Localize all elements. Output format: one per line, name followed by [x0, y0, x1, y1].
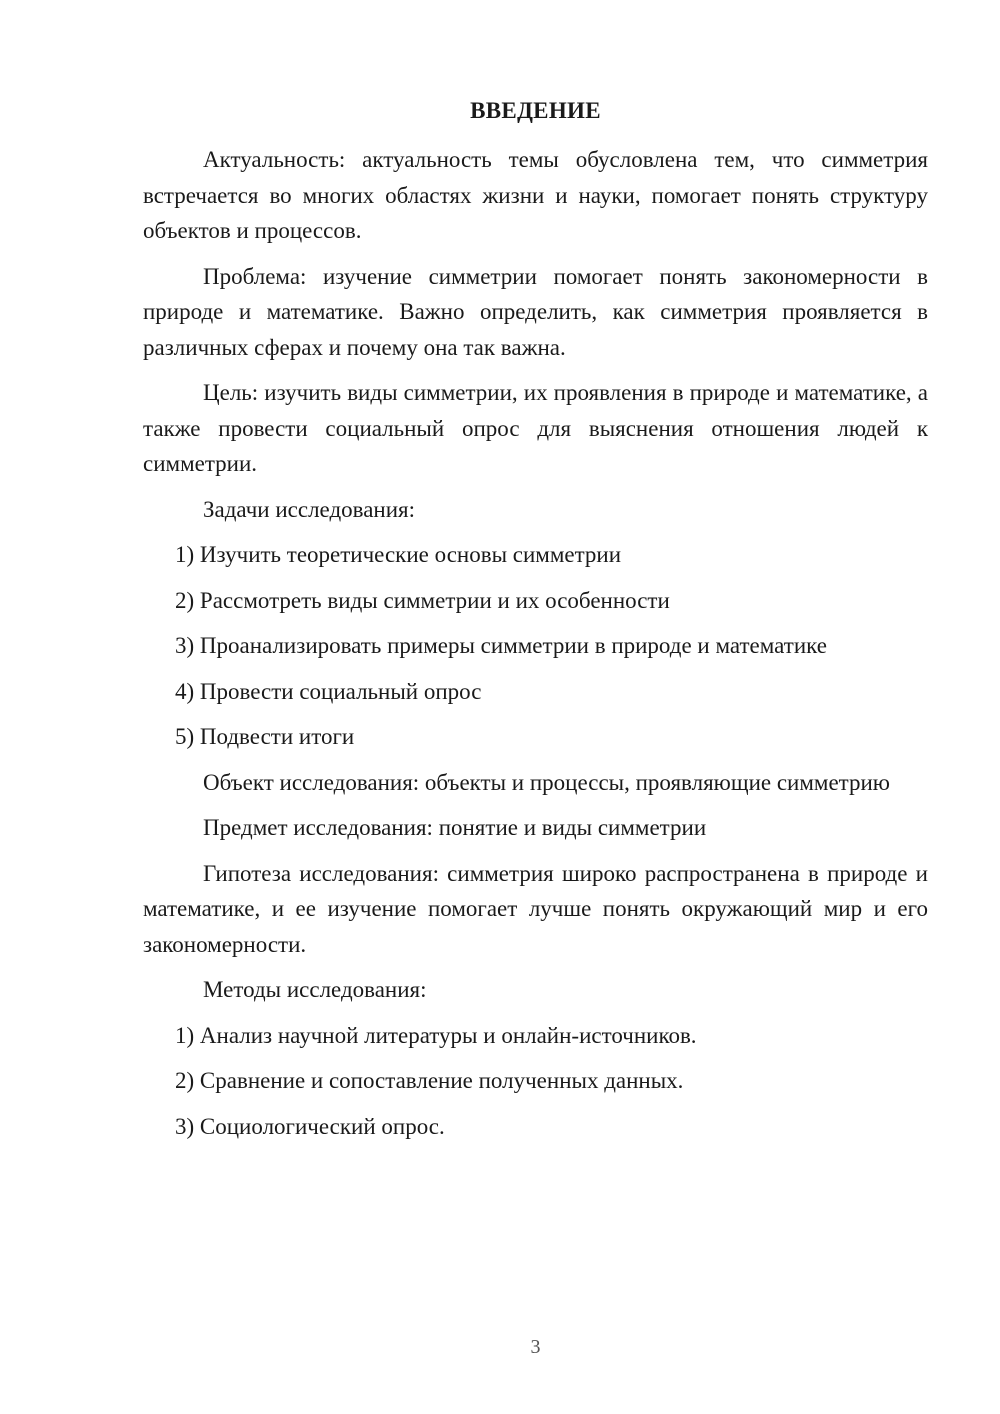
task-item: 2) Рассмотреть виды симметрии и их особенности: [175, 587, 670, 613]
document-page: [143, 0, 928, 1414]
task-item: 4) Провести социальный опрос: [175, 678, 482, 704]
page-title: ВВЕДЕНИЕ: [470, 98, 601, 123]
relevance-paragraph: Актуальность: актуальность темы обусловлена тем, что симметрия встречается во многих областях жизни и науки, помогает понять структуру объектов и процессов.: [143, 147, 928, 243]
hypothesis-paragraph: Гипотеза исследования: симметрия широко распространена в природе и математике, и ее изучение помогает лучше понять окружающий мир и его закономерности.: [143, 860, 928, 957]
page-number: 3: [530, 1336, 541, 1358]
goal-paragraph: Цель: изучить виды симметрии, их проявления в природе и математике, а также провести социальный опрос для выяснения отношения людей к симметрии.: [143, 380, 928, 476]
document-body: [143, 142, 928, 1154]
method-item: 3) Социологический опрос.: [175, 1113, 445, 1139]
subject-paragraph: Предмет исследования: понятие и виды симметрии: [203, 815, 707, 840]
method-item: 2) Сравнение и сопоставление полученных данных.: [175, 1068, 684, 1093]
task-item: 3) Проанализировать примеры симметрии в природе и математике: [175, 633, 827, 658]
task-item: 5) Подвести итоги: [175, 724, 355, 749]
tasks-heading: Задачи исследования:: [203, 496, 416, 522]
method-item: 1) Анализ научной литературы и онлайн-источников.: [175, 1022, 697, 1048]
methods-heading: Методы исследования:: [203, 977, 427, 1002]
object-paragraph: Объект исследования: объекты и процессы, проявляющие симметрию: [203, 769, 890, 795]
task-item: 1) Изучить теоретические основы симметрии: [175, 542, 622, 567]
problem-paragraph: Проблема: изучение симметрии помогает понять закономерности в природе и математике. Важно определить, как симметрия проявляется в различных сферах и почему она так важна.: [143, 263, 928, 360]
